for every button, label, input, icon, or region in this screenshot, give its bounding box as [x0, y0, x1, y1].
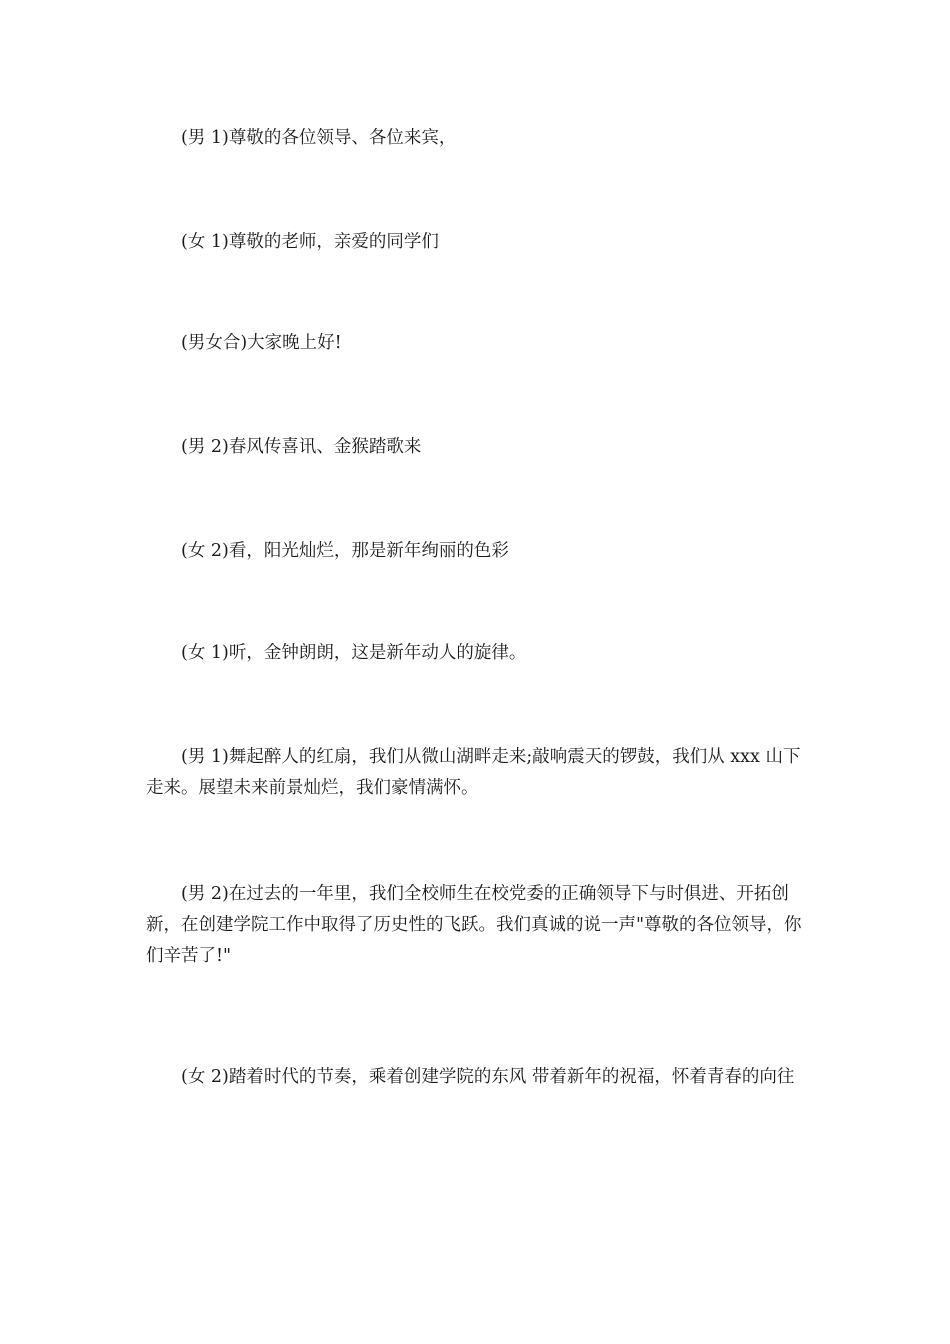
paragraph-8: (男 2)在过去的一年里，我们全校师生在校党委的正确领导下与时俱进、开拓创新，在创建学院工作中取得了历史性的飞跃。我们真诚的说一声"尊敬的各位领导，你们辛苦了!" — [146, 884, 802, 966]
paragraph-3: (男女合)大家晚上好! — [181, 333, 342, 353]
paragraph-6: (女 1)听，金钟朗朗，这是新年动人的旋律。 — [181, 643, 527, 663]
paragraph-5: (女 2)看，阳光灿烂，那是新年绚丽的色彩 — [181, 541, 509, 561]
paragraph-4: (男 2)春风传喜讯、金猴踏歌来 — [181, 437, 422, 457]
paragraph-7: (男 1)舞起醉人的红扇，我们从微山湖畔走来;敲响震天的锣鼓，我们从 xxx 山下走来。展望未来前景灿烂，我们豪情满怀。 — [146, 747, 801, 798]
paragraph-9: (女 2)踏着时代的节奏，乘着创建学院的东风 带着新年的祝福，怀着青春的向往 — [181, 1067, 795, 1087]
paragraph-1: (男 1)尊敬的各位领导、各位来宾， — [181, 128, 457, 148]
paragraph-2: (女 1)尊敬的老师，亲爱的同学们 — [181, 232, 439, 252]
